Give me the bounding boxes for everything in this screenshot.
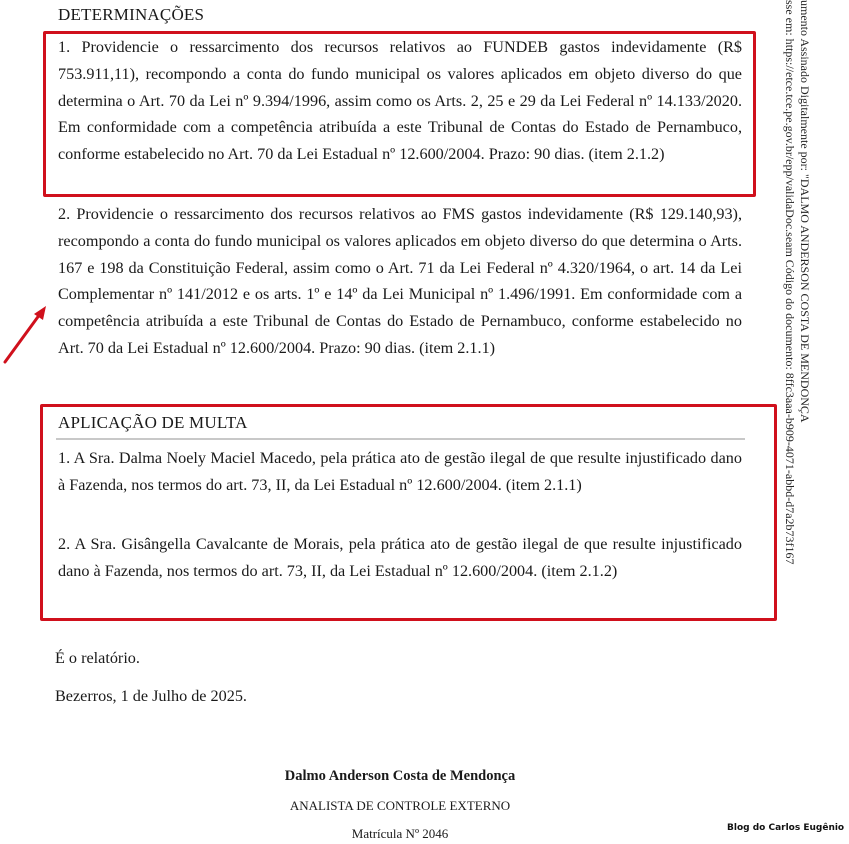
section-heading-determinacoes: DETERMINAÇÕES	[58, 5, 205, 24]
side-stamp-line-1: umento Assinado Digitalmente por: "DALMO ANDERSON COSTA DE MENDONÇA	[798, 0, 812, 423]
heading-underline	[56, 438, 745, 440]
section-heading-multa: APLICAÇÃO DE MULTA	[58, 413, 248, 432]
multa-item-2: 2. A Sra. Gisângella Cavalcante de Morais, pela prática ato de gestão ilegal de que resulte injustificado dano à Fazenda, nos termos do art. 73, II, da Lei Estadual nº 12.600/2004. (item 2.1.2)	[58, 535, 742, 580]
determinacao-item-1: 1. Providencie o ressarcimento dos recursos relativos ao FUNDEB gastos indevidamente (R$ 753.911,11), recompondo a conta do fundo municipal os valores aplicados em objeto diverso do que determina o Art. 70 da Lei nº 9.394/1996, assim como os Arts. 2, 25 e 29 da Lei Federal nº 14.133/2020. Em conformidade com a competência atribuída a este Tribunal de Contas do Estado de Pernambuco, conforme estabelecido no Art. 70 da Lei Estadual nº 12.600/2004. Prazo: 90 dias. (item 2.1.2)	[58, 38, 742, 164]
blog-watermark: Blog do Carlos Eugênio	[727, 823, 845, 833]
red-arrow-annotation	[0, 300, 52, 370]
determinacao-item-2: 2. Providencie o ressarcimento dos recursos relativos ao FMS gastos indevidamente (R$ 129.140,93), recompondo a conta do fundo municipal os valores aplicados em objeto diverso do que determina o Arts. 167 e 198 da Constituição Federal, assim como o Art. 71 da Lei Federal nº 4.320/1964, o art. 14 da Lei Complementar nº 141/2012 e os arts. 1º e 14º da Lei Municipal nº 1.496/1991. Em conformidade com a competência atribuída a este Tribunal de Contas do Estado de Pernambuco, conforme estabelecido no Art. 70 da Lei Estadual nº 12.600/2004. Prazo: 90 dias. (item 2.1.1)	[58, 205, 742, 357]
highlight-box-multa	[40, 404, 777, 621]
signature-role: ANALISTA DE CONTROLE EXTERNO	[289, 798, 511, 813]
signature-name: Dalmo Anderson Costa de Mendonça	[284, 768, 516, 784]
closing-place-date: Bezerros, 1 de Julho de 2025.	[55, 687, 247, 705]
multa-item-1: 1. A Sra. Dalma Noely Maciel Macedo, pela prática ato de gestão ilegal de que resulte injustificado dano à Fazenda, nos termos do art. 73, II, da Lei Estadual nº 12.600/2004. (item 2.1.1)	[58, 449, 742, 494]
side-stamp-line-2: sse em: https://etce.tce.pe.gov.br/epp/validaDoc.seam Código do documento: 8ffc3aaa-b909-4071-abbd-d7a2b73f167	[783, 0, 797, 565]
closing-relatorio: É o relatório.	[55, 649, 140, 667]
signature-matricula: Matrícula Nº 2046	[351, 826, 449, 841]
